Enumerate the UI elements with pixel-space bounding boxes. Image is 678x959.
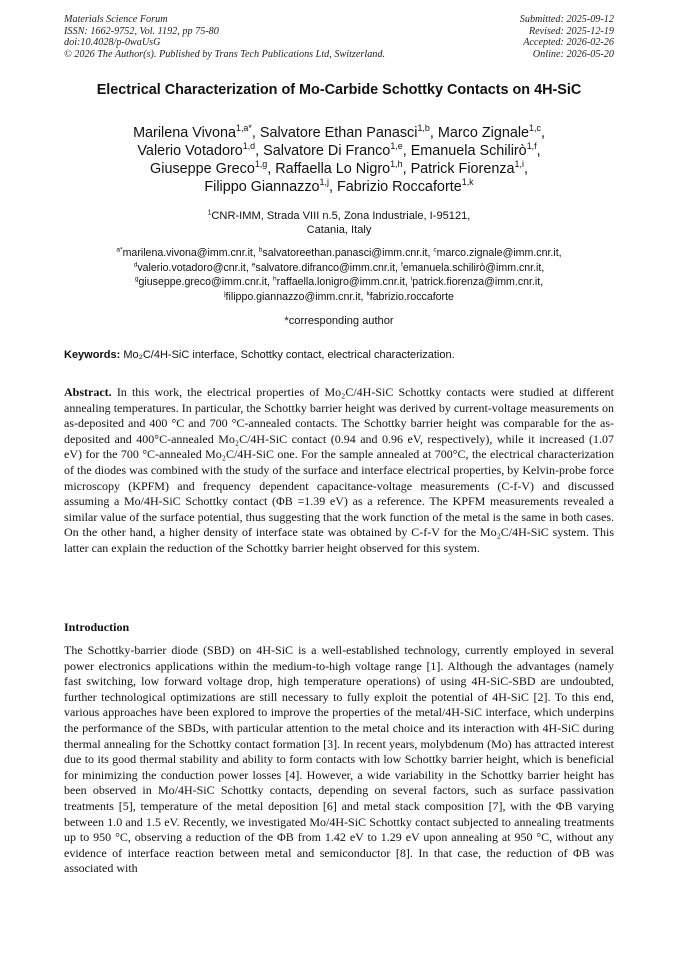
email-link[interactable]: marilena.vivona@imm.cnr.it bbox=[122, 247, 253, 259]
email-sup: i bbox=[410, 275, 413, 283]
publication-dates bbox=[520, 14, 614, 60]
abstract bbox=[64, 385, 614, 557]
author-list bbox=[64, 124, 614, 196]
author-sup: 1,e bbox=[390, 141, 403, 152]
abstract-text: In this work, the electrical properties of Mo₂C/4H-SiC Schottky contacts were studied at different annealing temperatures. In particular, the Schottky barrier height was derived by current-voltage measurements on as-deposited and 400 °C and 700 °C-annealed contacts. The Schottky barrier height was comparable for the as-deposited and 400°C-annealed Mo₂C/4H-SiC contact (0.94 and 0.96 eV, respectively), while it increased (1.07 eV) for the 700 °C-annealed Mo₂C/4H-SiC one. For the sample annealed at 700°C, the electrical characterization of the diodes was combined with the study of the surface and interface electrical properties, by Kelvin-probe force microscopy (KPFM) and frequency dependent capacitance-voltage measurements (C-f-V) and discussed assuming a Mo/4H-SiC Schottky contact (ΦB =1.39 eV) as a reference. The KPFM measurements revealed a similar value of the surface potential, thus suggesting that the work function of the metal is the same in both cases. On the other hand, a higher density of interface state was obtained by C-f-V for the Mo₂C/4H-SiC system. This latter can explain the reduction of the Schottky barrier height observed for this system. bbox=[64, 385, 614, 555]
author-line: Marilena Vivona$^{1,a*}$, Salvatore Ethan Panasci$^{1,b}$, Marco Zignale$^{1,c}$, bbox=[133, 123, 545, 141]
author-sup: 1,d bbox=[242, 141, 256, 152]
email-line: $^j$filippo.giannazzo@imm.cnr.it, $^k$fabrizio.roccaforte bbox=[224, 290, 454, 304]
email-sup: g bbox=[134, 275, 139, 283]
email-sup: h bbox=[272, 275, 277, 283]
author-sup: 1,b bbox=[417, 123, 430, 134]
email-list bbox=[40, 246, 638, 305]
email-sup: f bbox=[401, 261, 403, 269]
email-sup: c bbox=[433, 246, 437, 254]
author-name: Raffaella Lo Nigro bbox=[275, 161, 391, 177]
doi[interactable]: doi:10.4028/p-0waUsG bbox=[64, 37, 161, 49]
email-line: $^{a*}$marilena.vivona@imm.cnr.it, $^b$salvatoreethan.panasci@imm.cnr.it, $^c$marco.zignale@imm.cnr.it, bbox=[116, 246, 562, 259]
email-link[interactable]: emanuela.schilirò@imm.cnr.it bbox=[402, 261, 542, 274]
author-line: Valerio Votadoro$^{1,d}$, Salvatore Di Franco$^{1,e}$, Emanuela Schilirò$^{1,f}$, bbox=[137, 141, 541, 159]
email-line: $^d$valerio.votadoro@cnr.it, $^e$salvatore.difranco@imm.cnr.it, $^f$emanuela.schilirò@imm.cnr.it, bbox=[133, 261, 545, 274]
introduction-paragraph: The Schottky-barrier diode (SBD) on 4H-SiC is a well-established technology, currently employed in several power electronics applications within the medium-to-high voltage range [1]. Although the advantages (namely fast switching, low forward voltage drop, high temperature operations) of using 4H-SiC-SBD are undoubted, further technological optimizations are still necessary to fully exploit the potential of 4H-SiC [2]. To this end, various approaches have been explored to improve the properties of the metal/4H-SiC interface, which underpins the performance of the SBDs, with particular attention to the metal choice and its interaction with 4H-SiC during thermal annealing for the Schottky contact formation [3]. In recent years, molybdenum (Mo) has attracted interest due to its good thermal stability and ability to form contacts with low Schottky barrier height, which is beneficial for minimizing the conduction power losses [4]. However, a wide variability in the Schottky barrier height has been observed in Mo/4H-SiC Schottky contacts, depending on several factors, such as surface passivation treatments [5], temperature of the metal deposition [6] and metal stack composition [7], with the ΦB varying between 1.0 and 1.5 eV. Recently, we investigated Mo/4H-SiC Schottky contact subjected to annealing treatments up to 950 °C, observing a reduction of the ΦB from 1.42 eV to 1.29 eV upon annealing at 950 °C, without any evidence of interface reaction between metal and semiconductor [8]. In that case, the reduction of ΦB was associated with bbox=[64, 643, 614, 876]
author-name: Valerio Votadoro bbox=[137, 143, 243, 159]
email-link[interactable]: marco.zignale@imm.cnr.it bbox=[436, 247, 559, 259]
keywords-text: Mo₂C/4H-SiC interface, Schottky contact, electrical characterization. bbox=[123, 349, 455, 361]
author-line: Filippo Giannazzo$^{1,j}$, Fabrizio Roccaforte$^{1,k}$ bbox=[204, 177, 474, 195]
email-link[interactable]: fabrizio.roccaforte bbox=[369, 291, 454, 304]
author-name: Filippo Giannazzo bbox=[204, 179, 320, 195]
email-link[interactable]: raffaella.lonigro@imm.cnr.it bbox=[276, 276, 405, 289]
revised-date: Revised: 2025-12-19 bbox=[528, 25, 614, 37]
email-sup: a* bbox=[116, 246, 123, 254]
author-sup: 1,g bbox=[254, 159, 268, 170]
email-link[interactable]: valerio.votadoro@cnr.it bbox=[137, 261, 246, 274]
submitted-date: Submitted: 2025-09-12 bbox=[519, 14, 614, 25]
author-name: Marilena Vivona bbox=[133, 125, 236, 141]
affiliation-line-1: CNR-IMM, Strada VIII n.5, Zona Industriale, I-95121, bbox=[211, 210, 471, 222]
author-sup: 1,j bbox=[319, 177, 329, 188]
journal-name: Materials Science Forum bbox=[64, 14, 168, 25]
accepted-date: Accepted: 2026-02-26 bbox=[523, 37, 614, 49]
author-name: Salvatore Di Franco bbox=[263, 143, 391, 159]
author-line: Giuseppe Greco$^{1,g}$, Raffaella Lo Nigro$^{1,h}$, Patrick Fiorenza$^{1,i}$, bbox=[150, 159, 528, 177]
affiliation-line-2: Catania, Italy bbox=[306, 224, 372, 236]
email-link[interactable]: patrick.fiorenza@imm.cnr.it bbox=[412, 276, 541, 289]
copyright: © 2026 The Author(s). Published by Trans Tech Publications Ltd, Switzerland. bbox=[64, 48, 386, 60]
author-name: Patrick Fiorenza bbox=[410, 161, 515, 177]
affiliation-sup: 1 bbox=[207, 209, 212, 217]
email-line: $^g$giuseppe.greco@imm.cnr.it, $^h$raffaella.lonigro@imm.cnr.it, $^i$patrick.fiorenza@imm.cnr.it, bbox=[134, 275, 544, 289]
email-sup: b bbox=[258, 246, 263, 254]
email-link[interactable]: salvatore.difranco@imm.cnr.it bbox=[255, 261, 396, 274]
author-name: Emanuela Schilirò bbox=[410, 143, 527, 159]
author-sup: 1,h bbox=[390, 159, 403, 170]
email-link[interactable]: salvatoreethan.panasci@imm.cnr.it bbox=[262, 247, 428, 259]
affiliation bbox=[64, 209, 614, 237]
author-name: Salvatore Ethan Panasci bbox=[259, 125, 418, 141]
email-sup: e bbox=[251, 261, 256, 269]
author-name: Marco Zignale bbox=[437, 125, 530, 141]
email-sup: j bbox=[224, 290, 226, 298]
corresponding-author-note: *corresponding author bbox=[284, 315, 394, 327]
email-link[interactable]: filippo.giannazzo@imm.cnr.it bbox=[225, 291, 361, 304]
paper-title: Electrical Characterization of Mo-Carbide Schottky Contacts on 4H-SiC bbox=[96, 82, 582, 98]
author-sup: 1,f bbox=[526, 141, 537, 152]
issn-volume: ISSN: 1662-9752, Vol. 1192, pp 75-80 bbox=[64, 25, 219, 37]
author-sup: 1,k bbox=[461, 177, 474, 188]
author-sup: 1,i bbox=[514, 159, 524, 170]
author-name: Giuseppe Greco bbox=[150, 161, 255, 177]
abstract-label: Abstract. bbox=[64, 385, 112, 399]
author-sup: 1,a* bbox=[236, 123, 252, 134]
email-sup: d bbox=[133, 261, 138, 269]
email-sup: k bbox=[366, 290, 370, 298]
online-date: Online: 2026-05-20 bbox=[532, 48, 614, 60]
section-heading-introduction: Introduction bbox=[64, 620, 130, 634]
keywords-label: Keywords: bbox=[64, 349, 121, 361]
keywords bbox=[64, 348, 614, 362]
author-sup: 1,c bbox=[529, 123, 541, 134]
email-link[interactable]: giuseppe.greco@imm.cnr.it bbox=[138, 276, 268, 289]
journal-info bbox=[64, 14, 385, 60]
author-name: Fabrizio Roccaforte bbox=[336, 179, 462, 195]
